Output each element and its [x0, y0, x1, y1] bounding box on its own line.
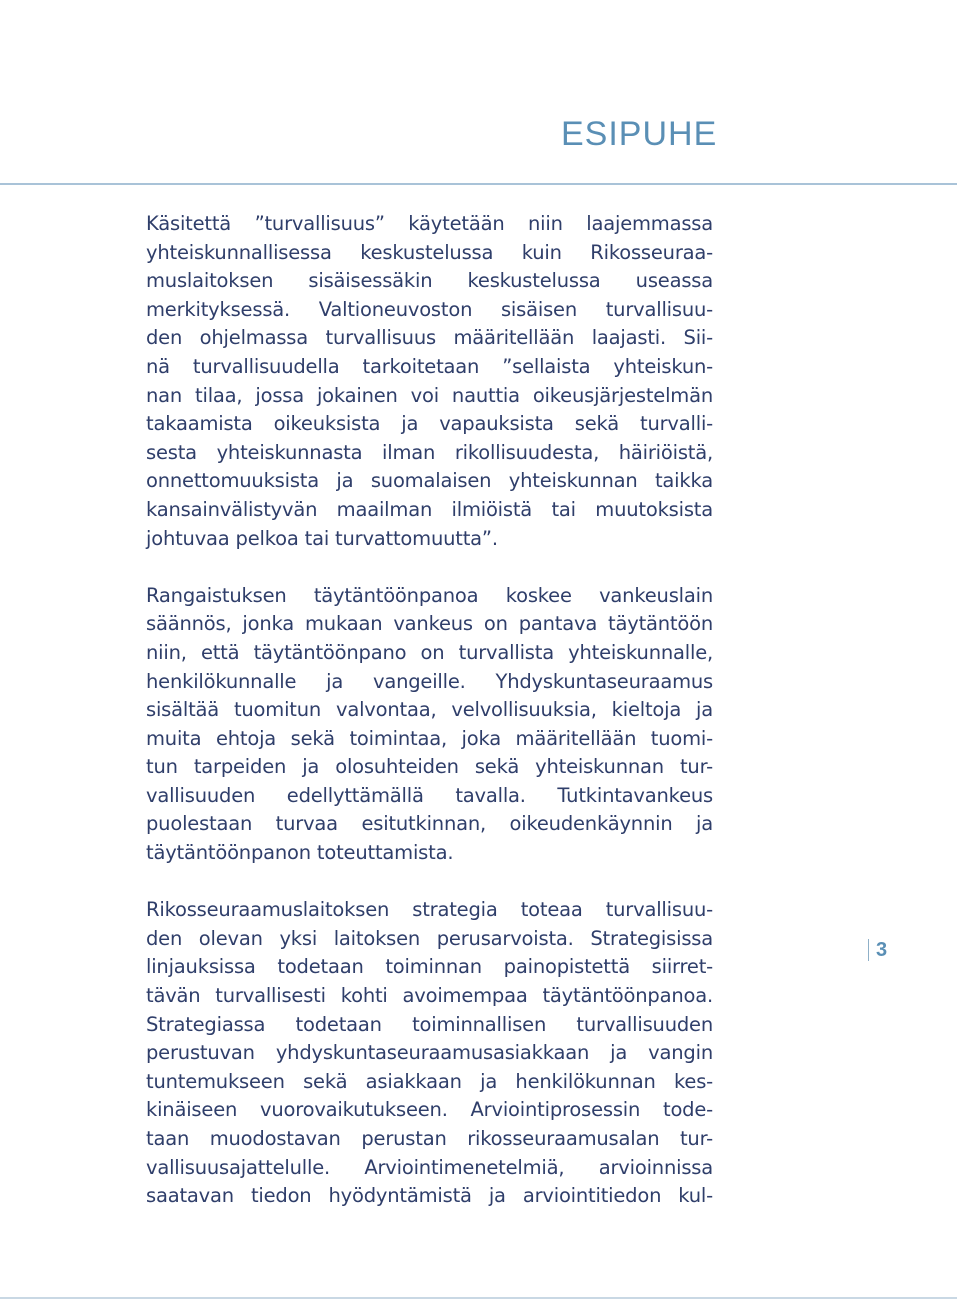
paragraph-gap — [146, 553, 713, 582]
text-line: den olevan yksi laitoksen perusarvoista. Strategisissa — [146, 926, 713, 950]
text-line: tävän turvallisesti kohti avoimempaa täytäntöönpanoa. — [146, 984, 713, 1008]
bottom-divider — [0, 1297, 957, 1299]
text-line: Käsitettä ”turvallisuus” käytetään niin laajemmassa — [146, 212, 713, 235]
text-line: yhteiskunnallisessa keskustelussa kuin Rikosseuraa- — [146, 240, 713, 264]
text-line: vallisuusajattelulle. Arviointimenetelmiä, arvioinnissa — [146, 1155, 713, 1179]
text-line: nan tilaa, jossa jokainen voi nauttia oikeusjärjestelmän — [146, 383, 713, 407]
text-line: linjauksissa todetaan toiminnan painopistettä siirret- — [146, 955, 713, 979]
text-line: merkityksessä. Valtioneuvoston sisäisen turvallisuu- — [146, 297, 713, 321]
text-line: muslaitoksen sisäisessäkin keskustelussa useassa — [146, 269, 713, 293]
title-divider — [0, 183, 957, 185]
text-line: Strategiassa todetaan toiminnallisen turvallisuuden — [146, 1012, 713, 1036]
body-text — [146, 210, 713, 1211]
paragraph-gap — [146, 868, 713, 897]
text-line: sisältää tuomitun valvontaa, velvollisuuksia, kieltoja ja — [146, 698, 713, 722]
text-line: nä turvallisuudella tarkoitetaan ”sellaista yhteiskun- — [146, 354, 713, 378]
text-line: saatavan tiedon hyödyntämistä ja arviointitiedon kul- — [146, 1184, 713, 1208]
text-line: Rangaistuksen täytäntöönpanoa koskee vankeuslain — [146, 583, 713, 607]
text-line: perustuvan yhdyskuntaseuraamusasiakkaan ja vangin — [146, 1041, 713, 1065]
text-line: muita ehtoja sekä toimintaa, joka määritellään tuomi- — [146, 726, 713, 750]
text-line: johtuvaa pelkoa tai turvattomuutta”. — [146, 526, 498, 550]
text-line: niin, että täytäntöönpano on turvallista yhteiskunnalle, — [146, 640, 713, 664]
paragraph-3 — [146, 896, 713, 1211]
text-line: Rikosseuraamuslaitoksen strategia toteaa turvallisuu- — [146, 898, 713, 922]
text-line: henkilökunnalle ja vangeille. Yhdyskuntaseuraamus — [146, 669, 713, 693]
text-line: den ohjelmassa turvallisuus määritellään laajasti. Sii- — [146, 326, 713, 350]
paragraph-1 — [146, 210, 713, 553]
paragraph-2 — [146, 582, 713, 868]
text-line: takaamista oikeuksista ja vapauksista sekä turvalli- — [146, 412, 713, 436]
text-line: vallisuuden edellyttämällä tavalla. Tutkintavankeus — [146, 783, 713, 807]
page-title: ESIPUHE — [561, 115, 718, 153]
text-line: säännös, jonka mukaan vankeus on pantava täytäntöön — [146, 612, 713, 636]
text-line: täytäntöönpanon toteuttamista. — [146, 841, 454, 865]
text-line: kinäiseen vuorovaikutukseen. Arviointiprosessin tode- — [146, 1098, 713, 1122]
text-line: sesta yhteiskunnasta ilman rikollisuudesta, häiriöistä, — [146, 440, 713, 464]
text-line: tun tarpeiden ja olosuhteiden sekä yhteiskunnan tur- — [146, 755, 713, 779]
text-line: kansainvälistyvän maailman ilmiöistä tai muutoksista — [146, 497, 713, 521]
text-line: onnettomuuksista ja suomalaisen yhteiskunnan taikka — [146, 469, 713, 493]
text-line: tuntemukseen sekä asiakkaan ja henkilökunnan kes- — [146, 1069, 713, 1093]
page-number: 3 — [868, 939, 887, 961]
text-line: taan muodostavan perustan rikosseuraamusalan tur- — [146, 1127, 713, 1150]
text-line: puolestaan turvaa esitutkinnan, oikeudenkäynnin ja — [146, 812, 713, 836]
